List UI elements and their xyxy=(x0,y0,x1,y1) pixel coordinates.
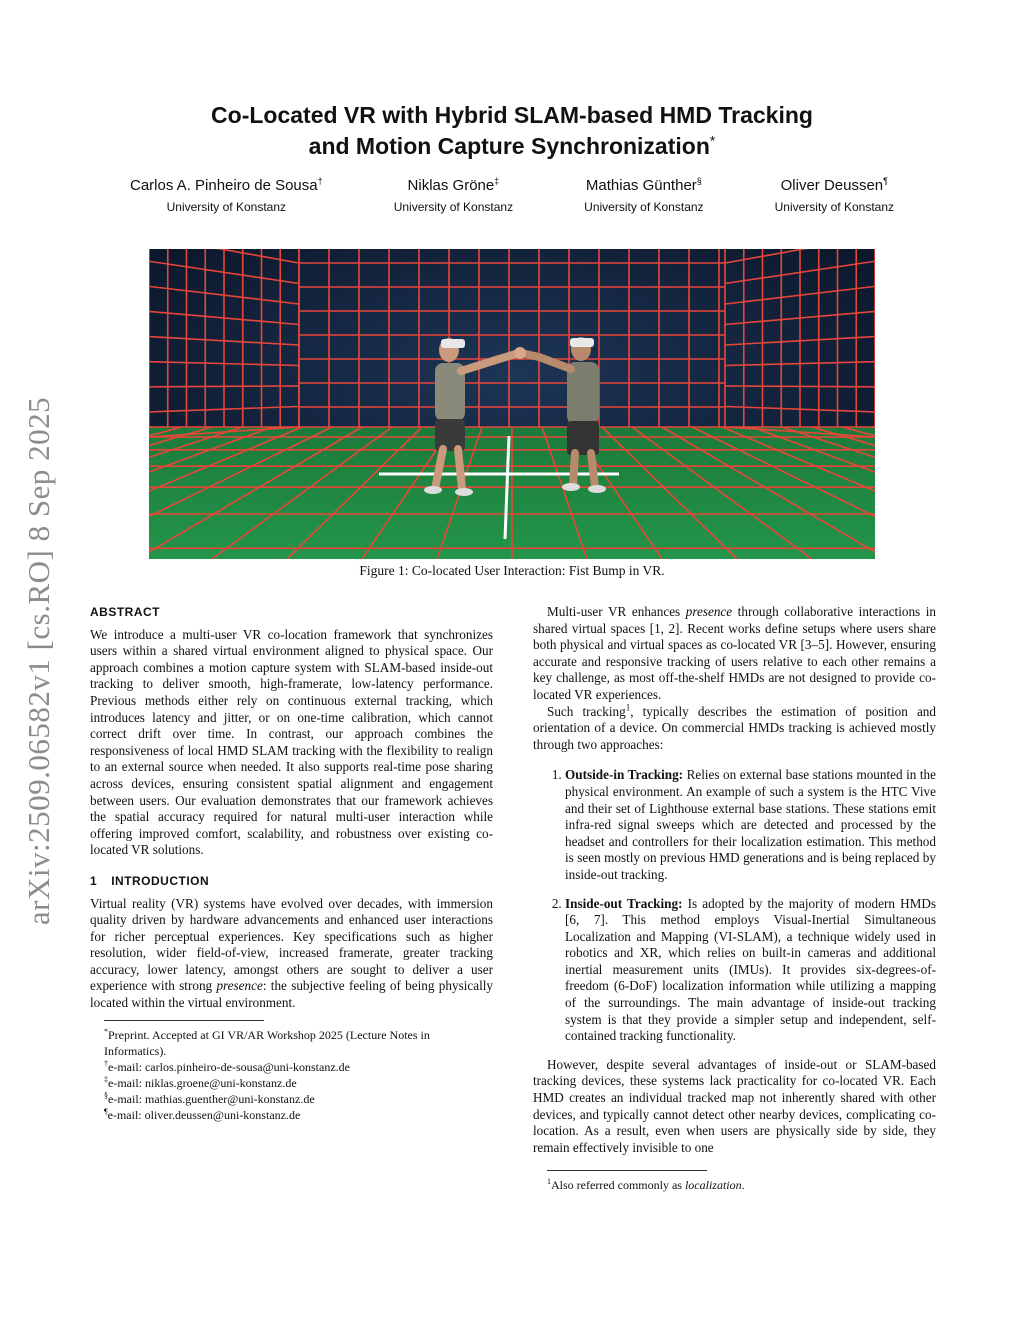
title-line-1: Co-Located VR with Hybrid SLAM-based HMD Tracking xyxy=(211,102,813,128)
author-mark: § xyxy=(696,176,702,186)
paper-title xyxy=(120,100,904,162)
hmd-headset xyxy=(441,339,465,348)
author-2 xyxy=(394,176,513,216)
footnote xyxy=(90,1027,493,1059)
body-text: Such tracking xyxy=(547,703,626,719)
body-text: , typically describes the estimation of position and orientation of a device. On commercial HMDs tracking is achieved mostly through two approaches: xyxy=(533,703,936,752)
body-paragraph xyxy=(533,704,936,754)
author-name: Oliver Deussen xyxy=(780,177,884,194)
footnote-mark: ‡ xyxy=(104,1074,108,1084)
footnote-text: Preprint. Accepted at GI VR/AR Workshop 2025 (Lecture Notes in Informatics). xyxy=(104,1027,430,1058)
intro-paragraph xyxy=(90,896,493,1012)
footnote xyxy=(90,1059,493,1075)
author-name: Carlos A. Pinheiro de Sousa xyxy=(130,177,318,194)
intro-text-a: Virtual reality (VR) systems have evolved over decades, with immersion quality driven by hardware advancements and enhanced user interactions for richer perceptual experiences. Key specifications such as higher resolution, wider field-of-view, increased framerate, greater tracking accuracy, lower latency, amongst others are sought to deliver a user experience with strong xyxy=(90,895,493,994)
footnote-mark: 1 xyxy=(547,1177,551,1187)
author-1 xyxy=(130,176,323,216)
author-affiliation: University of Konstanz xyxy=(166,200,287,214)
footnote-rule xyxy=(547,1170,707,1171)
intro-heading xyxy=(90,873,493,890)
title-mark: * xyxy=(709,132,716,149)
footnote-text: e-mail: niklas.groene@uni-konstanz.de xyxy=(108,1075,297,1090)
body-text: Multi-user VR enhances xyxy=(547,604,686,619)
arxiv-stamp xyxy=(18,378,60,944)
footnote-mark: † xyxy=(104,1058,108,1068)
footnote-text: Also referred commonly as xyxy=(551,1178,685,1193)
arxiv-id: arXiv:2509.06582v1 [cs.RO] 8 Sep 2025 xyxy=(21,396,57,926)
figure-caption: Figure 1: Co-located User Interaction: Fist Bump in VR. xyxy=(359,563,665,578)
footnote-ref: 1 xyxy=(625,702,631,713)
list-text: Is adopted by the majority of modern HMDs [6, 7]. This method employs Visual-Inertial Simultaneous Localization and Mapping (VI-SLAM), a technique widely used in robotics and XR, which relies on built-in cameras and additional inertial measurement units (IMUs). It provides six-degrees-of-freedom (6-DoF) localization information while utilizing a mapping of the surroundings. The main advantage of inside-out tracking system is that they provide a simpler setup and independent, self-contained tracking functionality. xyxy=(565,895,936,1044)
figure-1-image xyxy=(149,249,875,559)
grid-line xyxy=(725,386,875,387)
author-mark: ¶ xyxy=(883,176,888,186)
author-4 xyxy=(775,176,894,216)
footnote-rule xyxy=(104,1020,264,1021)
left-column xyxy=(90,604,493,1123)
body-emphasis: presence xyxy=(685,604,733,619)
vr-scene-illustration xyxy=(149,249,875,559)
tracking-approaches-list xyxy=(533,767,936,1045)
intro-text-b: : the subjective feeling of being physically located within the virtual environment. xyxy=(90,978,493,1011)
title-line-2: and Motion Capture Synchronization xyxy=(308,133,710,159)
body-paragraph xyxy=(533,604,936,704)
list-term: Outside-in Tracking: xyxy=(565,767,684,783)
footnote xyxy=(533,1177,936,1193)
footnote-text: e-mail: oliver.deussen@uni-konstanz.de xyxy=(107,1107,301,1122)
footnote-text: e-mail: mathias.guenther@uni-konstanz.de xyxy=(108,1091,315,1106)
author-name: Mathias Günther xyxy=(585,177,697,194)
footnote xyxy=(90,1091,493,1107)
list-term: Inside-out Tracking: xyxy=(565,895,683,911)
author-affiliation: University of Konstanz xyxy=(584,200,704,214)
author-affiliation: University of Konstanz xyxy=(393,200,514,214)
footnote-emphasis: localization xyxy=(684,1178,742,1193)
footnote-text: . xyxy=(741,1178,745,1193)
author-list xyxy=(130,176,894,216)
footnote-mark: * xyxy=(104,1026,108,1036)
author-mark: † xyxy=(317,176,323,186)
intro-emphasis: presence xyxy=(216,978,263,994)
intro-number: 1 xyxy=(90,873,98,888)
list-item xyxy=(565,767,936,883)
fist-bump xyxy=(514,347,526,359)
footnote-mark: § xyxy=(104,1090,108,1100)
right-column xyxy=(533,604,936,1193)
body-text: through collaborative interactions in shared virtual spaces [1, 2]. Recent works define setups where users share both physical and virtual spaces as co-located VR [3–5]. However, ensuring accurate and responsive tracking of users relative to each other remains a key challenge, as most off-the-shelf HMDs are not designed to provide co-located VR experiences. xyxy=(533,604,936,702)
footnote xyxy=(90,1107,493,1123)
footnote-mark: ¶ xyxy=(104,1106,108,1116)
grid-line xyxy=(149,386,299,387)
list-item xyxy=(565,896,936,1045)
body-paragraph: However, despite several advantages of inside-out or SLAM-based tracking devices, these systems lack practicality for co-located VR. Each HMD creates an individual tracked map not inherently shared with other devices, and typically cannot detect other nearby devices, complicating co-location. As a result, even when users are physically side by side, they remain effectively invisible to one xyxy=(533,1056,936,1155)
intro-title: INTRODUCTION xyxy=(111,873,210,888)
author-name: Niklas Gröne xyxy=(407,177,495,194)
hmd-headset xyxy=(570,338,594,347)
abstract-heading: ABSTRACT xyxy=(90,605,160,619)
author-mark: ‡ xyxy=(494,176,500,186)
footnote-text: e-mail: carlos.pinheiro-de-sousa@uni-konstanz.de xyxy=(108,1059,350,1074)
abstract-text: We introduce a multi-user VR co-location framework that synchronizes users within a shared virtual environment aligned to physical space. Our approach combines a motion capture system with SLAM-based inside-out tracking to deliver smooth, high-framerate, low-latency performance. Previous methods either rely on continuous external tracking, which introduces latency and jitter, or on one-time calibration, which cannot correct drift over time. In contrast, our approach combines the responsiveness of local HMD SLAM tracking with the flexibility to realign to an external source when needed. It also supports real-time pose sharing across devices, ensuring consistent spatial alignment and engagement between users. Our evaluation demonstrates that our framework achieves the spatial accuracy required for natural multi-user interaction while offering improved comfort, scalability, and robustness over existing co-located VR solutions. xyxy=(90,626,493,858)
author-affiliation: University of Konstanz xyxy=(774,200,894,214)
list-text: Relies on external base stations mounted in the physical environment. An example of such a system is the HTC Vive and their set of Lighthouse external base stations. These stations emit infra-red signal sweeps which are detected and processed by the headset and controllers for their localization estimation. This method is seen mostly on previous HMD generations and is being replaced by inside-out tracking. xyxy=(565,767,936,882)
footnote xyxy=(90,1075,493,1091)
author-3 xyxy=(584,176,703,216)
